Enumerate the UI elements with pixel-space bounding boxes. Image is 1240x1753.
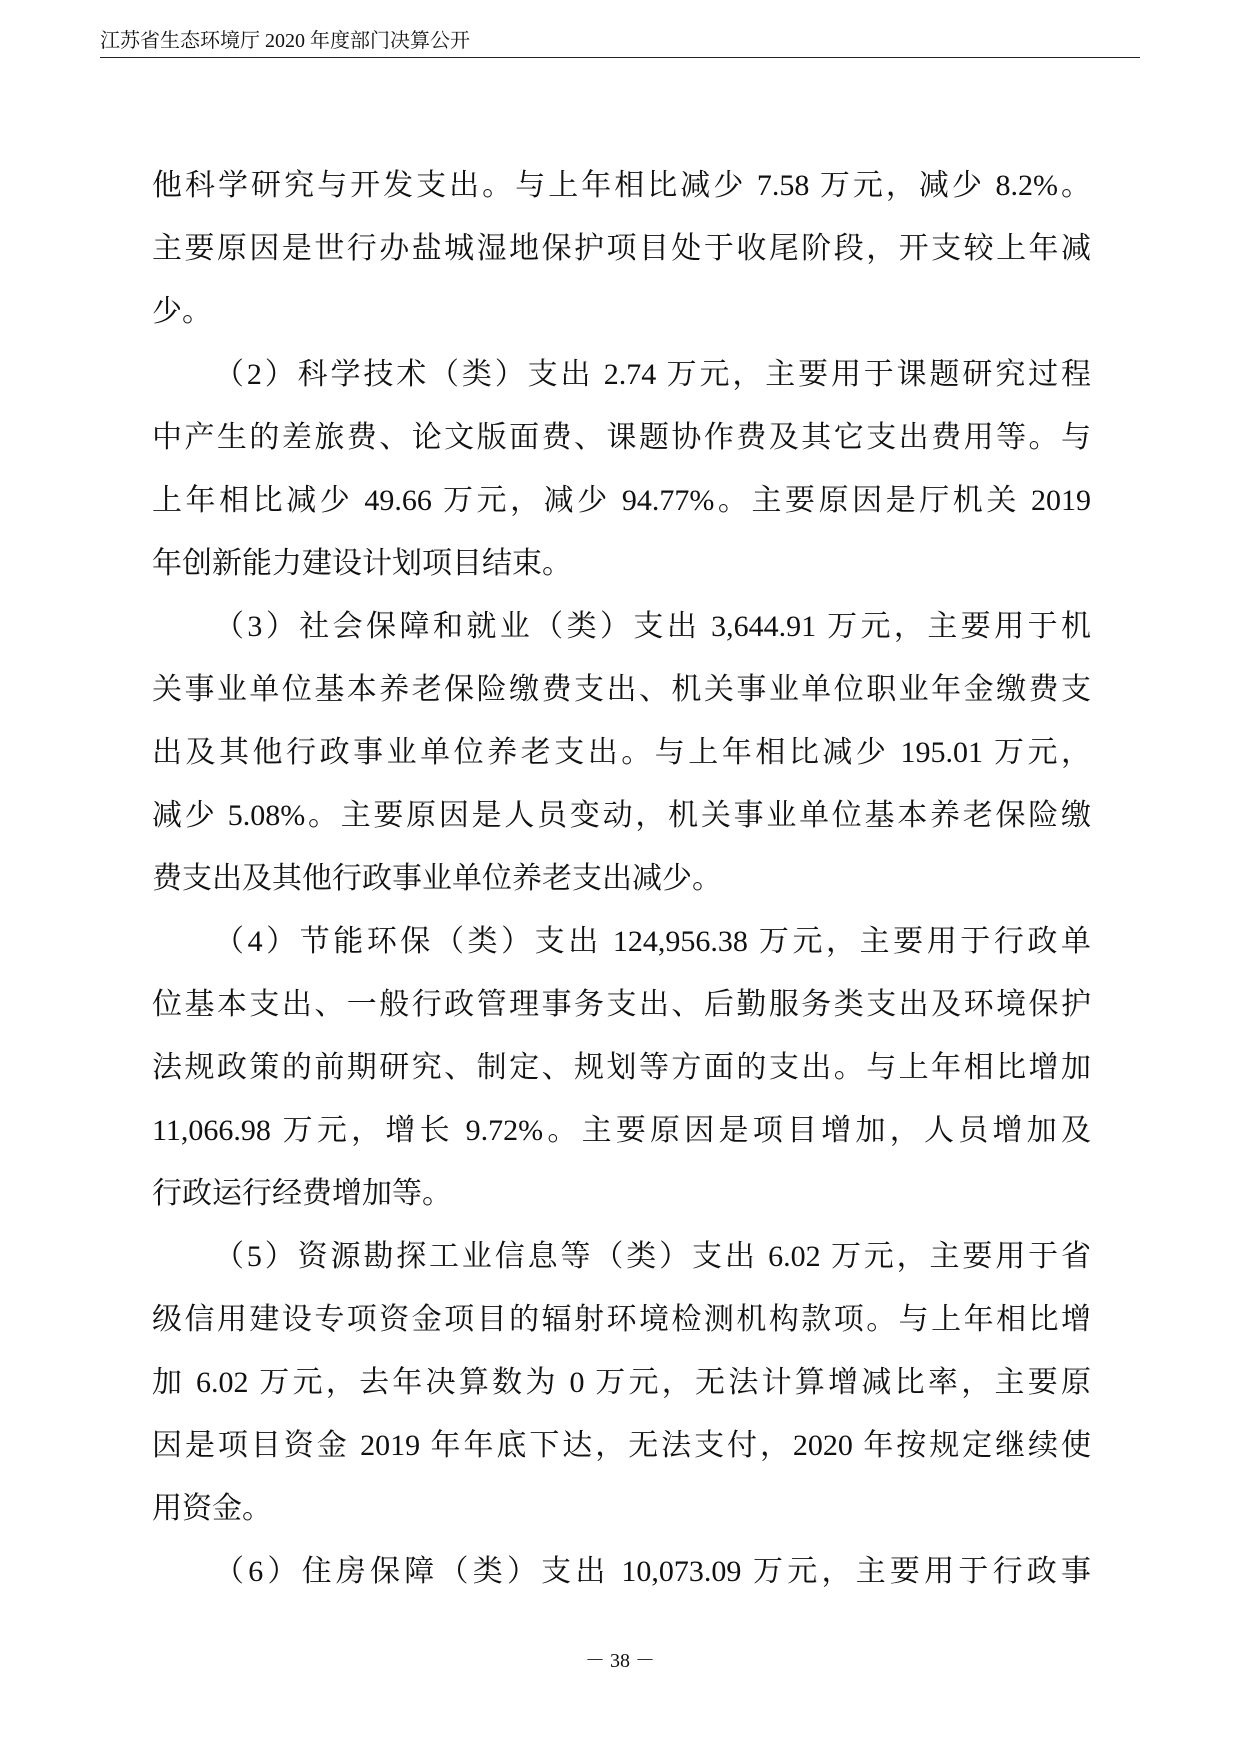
paragraph-line: 减少 5.08%。主要原因是人员变动，机关事业单位基本养老保险缴 [152,799,1091,832]
paragraph-line: （5）资源勘探工业信息等（类）支出 6.02 万元，主要用于省 [214,1240,1091,1273]
document-body [152,154,1091,1603]
paragraph-6 [152,1540,1091,1603]
paragraph-line: 费支出及其他行政事业单位养老支出减少。 [152,862,722,895]
page-number: － 38 － [585,1650,655,1672]
paragraph-line: 主要原因是世行办盐城湿地保护项目处于收尾阶段，开支较上年减 [152,232,1091,265]
paragraph-line: 上年相比减少 49.66 万元，减少 94.77%。主要原因是厅机关 2019 [152,484,1091,517]
paragraph-line: 法规政策的前期研究、制定、规划等方面的支出。与上年相比增加 [152,1051,1091,1084]
paragraph-2 [152,343,1091,595]
paragraph-line: 因是项目资金 2019 年年底下达，无法支付，2020 年按规定继续使 [152,1429,1091,1462]
paragraph-line: 年创新能力建设计划项目结束。 [152,547,572,580]
paragraph-5 [152,1225,1091,1540]
paragraph-line: 关事业单位基本养老保险缴费支出、机关事业单位职业年金缴费支 [152,673,1091,706]
paragraph-1 [152,154,1091,343]
paragraph-line: 中产生的差旅费、论文版面费、课题协作费及其它支出费用等。与 [152,421,1091,454]
paragraph-line: 11,066.98 万元，增长 9.72%。主要原因是项目增加，人员增加及 [152,1114,1091,1147]
paragraph-line: 他科学研究与开发支出。与上年相比减少 7.58 万元，减少 8.2%。 [152,169,1091,202]
paragraph-line: （6）住房保障（类）支出 10,073.09 万元，主要用于行政事 [214,1555,1091,1588]
paragraph-line: 出及其他行政事业单位养老支出。与上年相比减少 195.01 万元， [152,736,1091,769]
header-divider [100,57,1140,58]
paragraph-line: （4）节能环保（类）支出 124,956.38 万元，主要用于行政单 [214,925,1091,958]
paragraph-line: 加 6.02 万元，去年决算数为 0 万元，无法计算增减比率，主要原 [152,1366,1091,1399]
paragraph-line: 用资金。 [152,1492,272,1525]
paragraph-line: 级信用建设专项资金项目的辐射环境检测机构款项。与上年相比增 [152,1303,1091,1336]
paragraph-line: （2）科学技术（类）支出 2.74 万元，主要用于课题研究过程 [214,358,1091,391]
paragraph-line: 少。 [152,295,212,328]
paragraph-line: 位基本支出、一般行政管理事务支出、后勤服务类支出及环境保护 [152,988,1091,1021]
paragraph-4 [152,910,1091,1225]
running-header-title: 江苏省生态环境厅 2020 年度部门决算公开 [100,30,470,52]
paragraph-3 [152,595,1091,910]
paragraph-line: （3）社会保障和就业（类）支出 3,644.91 万元，主要用于机 [214,610,1091,643]
paragraph-line: 行政运行经费增加等。 [152,1177,452,1210]
